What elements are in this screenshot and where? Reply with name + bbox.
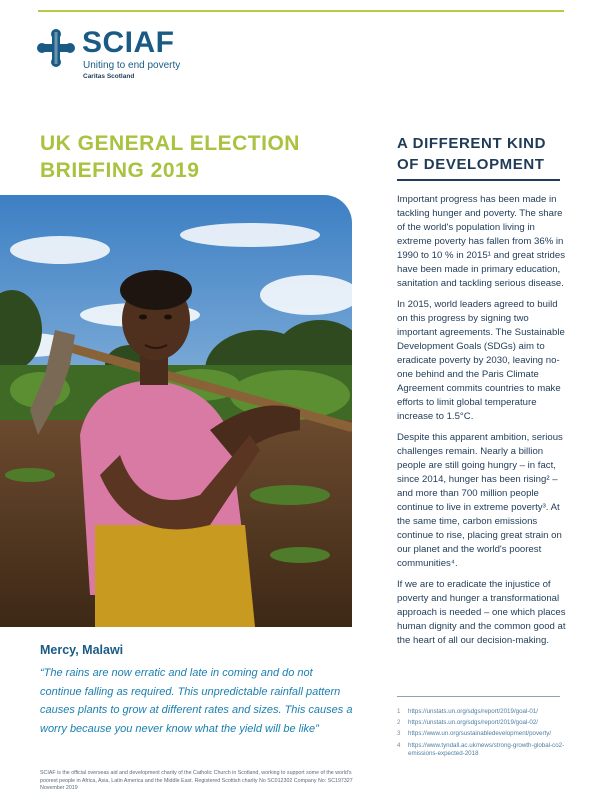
hero-photo bbox=[0, 195, 352, 627]
sidebar-body bbox=[397, 193, 567, 655]
footnote-number: 4 bbox=[397, 741, 401, 749]
paragraph: Despite this apparent ambition, serious challenges remain. Nearly a billion people are still going hungry – in fact, since 2014, hunger has been rising² – and more than 700 million people continue to live in extreme poverty³. At the same time, carbon emissions continue to rise, placing great strain on our planet and the world's poorest communities⁴. bbox=[397, 432, 563, 569]
footnote[interactable] bbox=[397, 730, 567, 738]
cross-logo-icon bbox=[36, 28, 76, 68]
footnote-number: 3 bbox=[397, 730, 401, 738]
paragraph: Important progress has been made in tackling hunger and poverty. The share of the world's population living in extreme poverty has fallen from 36% in 1990 to 10 % in 2015¹ and great strides have been made in primary education, sanitation and tackling serious disease. bbox=[397, 194, 566, 289]
sidebar-heading: A DIFFERENT KIND OF DEVELOPMENT bbox=[397, 135, 547, 173]
footnote-number: 1 bbox=[397, 708, 401, 715]
notes-rule bbox=[397, 696, 560, 697]
footnote-link[interactable]: https://www.tyndall.ac.uk/news/strong-growth-global-co2-emissions-expected-2018 bbox=[408, 741, 565, 757]
footnote[interactable] bbox=[397, 719, 567, 727]
top-rule bbox=[38, 10, 564, 12]
footnote[interactable] bbox=[397, 708, 567, 716]
caption-quote: “The rains are now erratic and late in coming and do not continue falling as required. This unpredictable rainfall pattern causes plants to grow at different rates and sizes. This causes a worry because you never know what the yield will be like” bbox=[40, 667, 353, 735]
sidebar-rule bbox=[397, 179, 560, 181]
caption-name: Mercy, Malawi bbox=[40, 643, 124, 657]
footnote-link[interactable]: https://www.un.org/sustainabledevelopment/poverty/ bbox=[408, 730, 552, 738]
sciaf-logo[interactable] bbox=[36, 28, 236, 84]
brand-name: SCIAF bbox=[82, 26, 175, 59]
footnote[interactable] bbox=[397, 742, 567, 758]
footer-text: SCIAF is the official overseas aid and development charity of the Catholic Church in Scotland, working to support some of the world's poorest people in Africa, Asia, Latin America and the Middle East. Registered Scottish charity No SC012302 Company No: SC197327 November 2019 bbox=[40, 770, 353, 791]
footnotes-list bbox=[397, 708, 567, 761]
brand-subline: Caritas Scotland bbox=[83, 73, 135, 80]
farmer-photo-illustration bbox=[0, 195, 352, 627]
footnote-link[interactable]: https://unstats.un.org/sdgs/report/2019/goal-01/ bbox=[408, 708, 539, 715]
footnote-link[interactable]: https://unstats.un.org/sdgs/report/2019/goal-02/ bbox=[408, 719, 539, 727]
paragraph: In 2015, world leaders agreed to build on this progress by signing two important agreements. The Sustainable Development Goals (SDGs) aim to eradicate poverty by 2030, leaving no-one behind and the Paris Climate Agreement commits countries to make efforts to limit global temperature increase to 1.5°C. bbox=[397, 299, 565, 422]
page-title: UK GENERAL ELECTION BRIEFING 2019 bbox=[40, 132, 300, 182]
brand-tagline: Uniting to end poverty bbox=[83, 60, 181, 71]
paragraph: If we are to eradicate the injustice of poverty and hunger a transformational approach is needed – one which places human dignity and the common good at the heart of all our decision-making. bbox=[397, 579, 566, 646]
footnote-number: 2 bbox=[397, 719, 401, 727]
